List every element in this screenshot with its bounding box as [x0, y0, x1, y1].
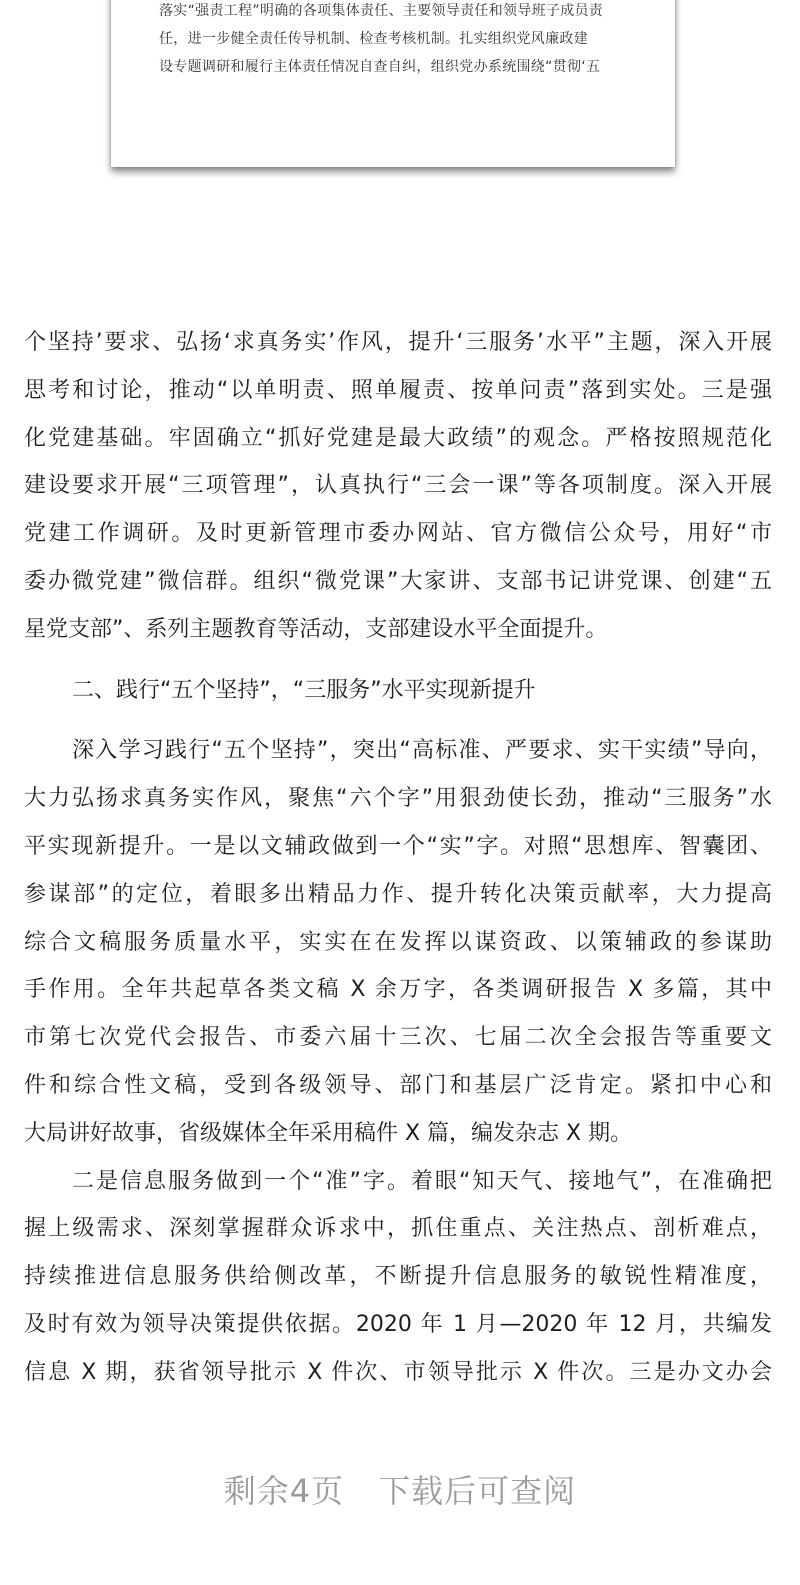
- text-line: 参谋部”的定位，着眼多出精品力作、提升转化决策贡献率，大力提高: [24, 881, 772, 907]
- text-line: 信息 X 期，获省领导批示 X 件次、市领导批示 X 件次。三是办文办会: [24, 1359, 772, 1385]
- paragraph-five-persistences: [24, 727, 772, 1157]
- paragraph-party-building: [24, 319, 772, 654]
- preview-text: [159, 0, 639, 81]
- text-line: 建设要求开展“三项管理”，认真执行“三会一课”等各项制度。深入开展: [24, 473, 772, 499]
- text-line: 大局讲好故事，省级媒体全年采用稿件 X 篇，编发杂志 X 期。: [24, 1120, 633, 1146]
- text-line: 市第七次党代会报告、市委六届十三次、七届二次全会报告等重要文: [24, 1025, 772, 1051]
- text-line: 及时有效为领导决策提供依据。2020 年 1 月—2020 年 12 月，共编发: [24, 1311, 772, 1337]
- paragraph-information-service: [24, 1158, 772, 1397]
- text-line: 大力弘扬求真务实作风，聚焦“六个字”用狠劲使长劲，推动“三服务”水: [24, 786, 772, 812]
- text-line: 个坚持’要求、弘扬‘求真务实’作风，提升‘三服务’水平”主题，深入开展: [24, 330, 772, 355]
- download-prompt[interactable]: [0, 1466, 800, 1512]
- text-line: 深入学习践行“五个坚持”，突出“高标准、严要求、实干实绩”导向，: [72, 738, 772, 764]
- preview-line: 落实“强责工程”明确的各项集体责任、主要领导责任和领导班子成员责: [159, 3, 604, 19]
- preview-line: 任，进一步健全责任传导机制、检查考核机制。扎实组织党风廉政建: [159, 31, 588, 47]
- document-body: [24, 319, 772, 1397]
- download-to-view-label: 下载后可查阅: [378, 1472, 577, 1510]
- document-preview-card: [111, 0, 675, 167]
- text-line: 党建工作调研。及时更新管理市委办网站、官方微信公众号，用好“市: [24, 521, 772, 547]
- remaining-pages-label: 剩余4页: [223, 1472, 345, 1510]
- preview-line: 设专题调研和履行主体责任情况自查自纠，组织党办系统围绕“贯彻‘五: [159, 59, 601, 75]
- section-heading: 二、践行“五个坚持”，“三服务”水平实现新提升: [72, 677, 536, 703]
- text-line: 握上级需求、深刻掌握群众诉求中，抓住重点、关注热点、剖析难点，: [24, 1216, 772, 1242]
- text-line: 平实现新提升。一是以文辅政做到一个“实”字。对照“思想库、智囊团、: [24, 833, 772, 859]
- text-line: 化党建基础。牢固确立“抓好党建是最大政绩”的观念。严格按照规范化: [24, 425, 772, 451]
- text-line: 持续推进信息服务供给侧改革，不断提升信息服务的敏锐性精准度，: [24, 1264, 772, 1290]
- text-line: 委办微党建”微信群。组织“微党课”大家讲、支部书记讲党课、创建“五: [24, 568, 772, 594]
- text-line: 件和综合性文稿，受到各级领导、部门和基层广泛肯定。紧扣中心和: [24, 1072, 772, 1098]
- text-line: 思考和讨论，推动“以单明责、照单履责、按单问责”落到实处。三是强: [24, 377, 772, 403]
- text-line: 二是信息服务做到一个“准”字。着眼“知天气、接地气”，在准确把: [72, 1168, 772, 1194]
- text-line: 综合文稿服务质量水平，实实在在发挥以谋资政、以策辅政的参谋助: [24, 929, 772, 955]
- text-line: 星党支部”、系列主题教育等活动，支部建设水平全面提升。: [24, 616, 608, 642]
- text-line: 手作用。全年共起草各类文稿 X 余万字，各类调研报告 X 多篇，其中: [24, 977, 772, 1003]
